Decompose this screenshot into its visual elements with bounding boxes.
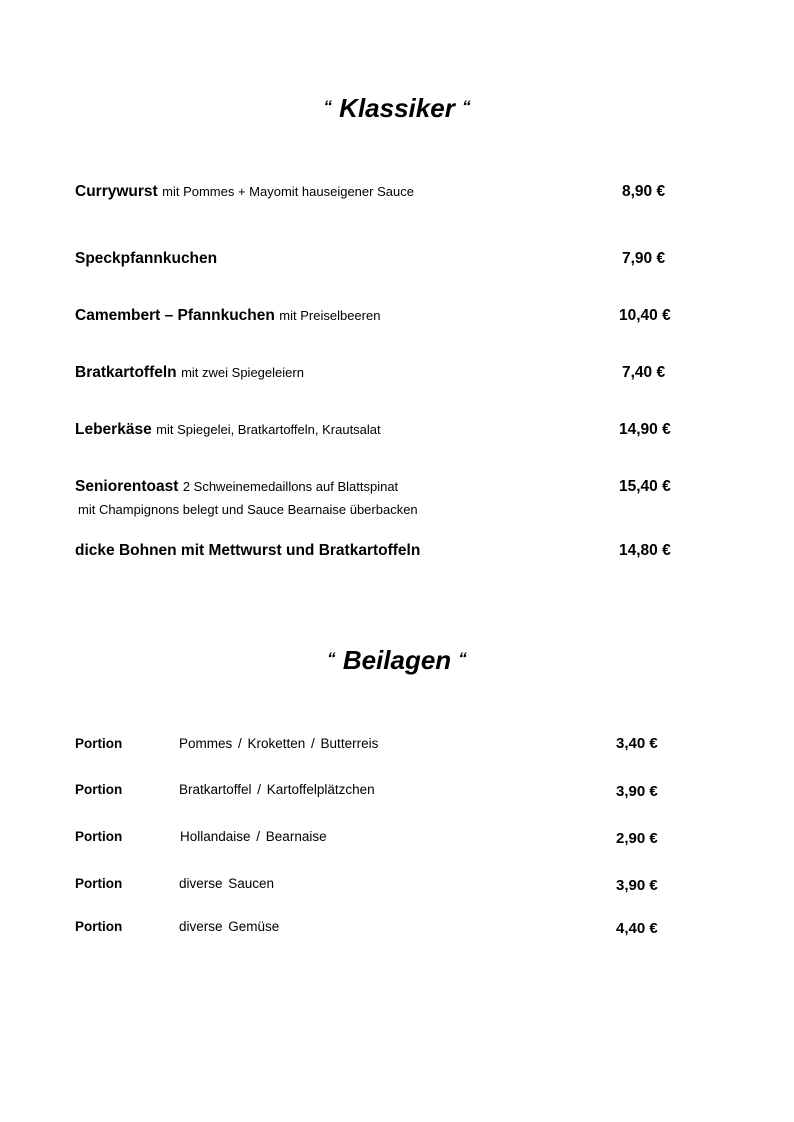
open-quote: “ (327, 649, 336, 668)
item-price: 7,90 € (622, 250, 666, 267)
menu-item (75, 421, 381, 439)
side-price: 3,40 € (616, 735, 658, 752)
portion-label: Portion (75, 829, 123, 844)
item-description: mit Preiselbeeren (279, 308, 381, 323)
open-quote: “ (323, 97, 332, 116)
item-price: 15,40 € (619, 478, 671, 495)
item-price: 8,90 € (622, 183, 666, 200)
close-quote: “ (462, 97, 471, 116)
side-dish: Hollandaise / Bearnaise (180, 829, 327, 844)
item-description: 2 Schweinemedaillons auf Blattspinat (182, 479, 399, 494)
menu-item (75, 250, 217, 268)
menu-item (75, 542, 420, 560)
side-dish: diverse Saucen (179, 876, 275, 891)
item-name: dicke Bohnen mit Mettwurst und Bratkartoffeln (75, 542, 421, 559)
portion-label: Portion (75, 876, 123, 891)
section-title-klassiker (0, 93, 794, 124)
item-name: Currywurst (75, 183, 158, 200)
menu-item (75, 364, 304, 382)
side-price: 3,90 € (616, 783, 658, 800)
close-quote: “ (458, 649, 467, 668)
item-price: 14,80 € (619, 542, 671, 559)
menu-item (75, 478, 398, 496)
menu-item (75, 183, 414, 201)
side-dish: Pommes / Kroketten / Butterreis (179, 736, 379, 751)
side-price: 2,90 € (616, 830, 658, 847)
item-name: Seniorentoast (75, 478, 179, 495)
section-title-beilagen (0, 645, 794, 676)
side-price: 4,40 € (616, 920, 658, 937)
item-description: mit Pommes + Mayomit hauseigener Sauce (162, 184, 414, 199)
side-price: 3,90 € (616, 877, 658, 894)
section-title-text: Beilagen (342, 645, 452, 675)
item-description-continued: mit Champignons belegt und Sauce Bearnaise überbacken (78, 502, 418, 517)
section-title-text: Klassiker (339, 93, 455, 123)
menu-item (75, 307, 380, 325)
item-price: 14,90 € (619, 421, 671, 438)
item-description: mit zwei Spiegeleiern (181, 365, 304, 380)
portion-label: Portion (75, 782, 123, 797)
item-price: 7,40 € (622, 364, 666, 381)
item-name: Camembert – Pfannkuchen (75, 307, 275, 324)
portion-label: Portion (75, 919, 123, 934)
item-price: 10,40 € (619, 307, 671, 324)
item-name: Leberkäse (75, 421, 152, 438)
portion-label: Portion (75, 736, 123, 751)
side-dish: diverse Gemüse (179, 919, 280, 934)
side-dish: Bratkartoffel / Kartoffelplätzchen (179, 782, 375, 797)
item-name: Bratkartoffeln (75, 364, 177, 381)
item-description: mit Spiegelei, Bratkartoffeln, Krautsalat (156, 422, 381, 437)
item-name: Speckpfannkuchen (75, 250, 218, 267)
